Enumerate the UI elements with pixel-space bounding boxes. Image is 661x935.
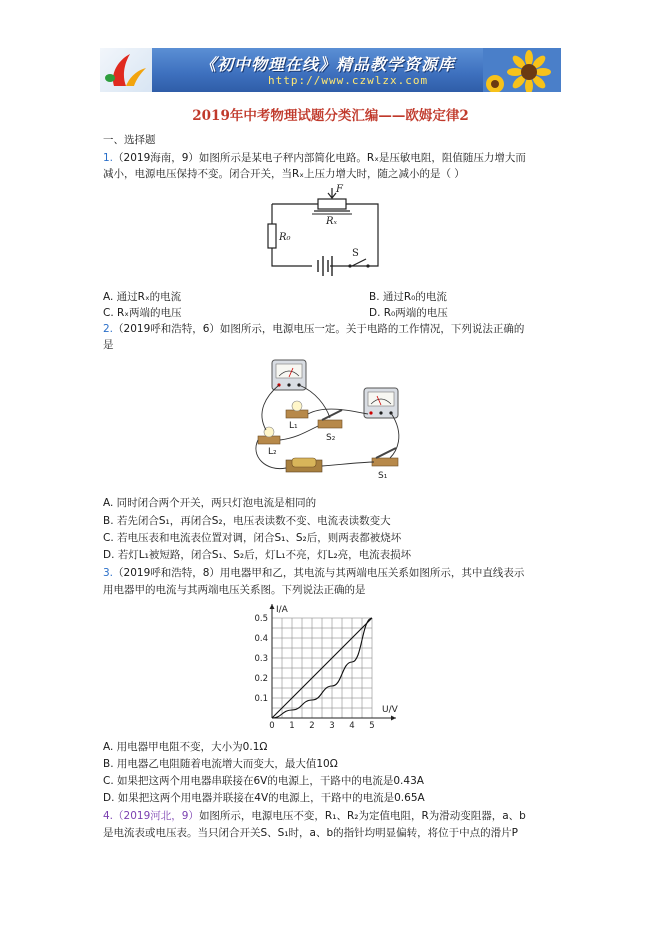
banner-url: http://www.czwlzx.com [268,74,429,87]
question-3-line-1 [103,566,524,580]
section-heading: 一、选择题 [103,134,156,146]
question-3-number: 3. [103,567,114,579]
question-1-line-1 [103,151,526,165]
q2-label-l1: L₁ [289,421,298,431]
sunflower-image [483,48,561,92]
y-axis-label: I/A [276,605,288,615]
q2-label-s2: S₂ [326,433,336,443]
question-2-number: 2. [103,323,114,335]
question-3-line-2: 用电器甲的电流与其两端电压关系图。下列说法正确的是 [103,584,366,596]
question-4-line-2: 是电流表或电压表。当只闭合开关S、S₁时，a、b的指针均明显偏转，将位于中点的滑片P [103,827,518,839]
x-tick-label: 2 [309,721,315,731]
header-banner [100,48,561,92]
battery-icon [286,458,322,472]
y-tick-label: 0.2 [254,674,268,684]
question-1-line-2: 减小，电源电压保持不变。闭合开关，当Rₓ上压力增大时，随之减小的是（ ） [103,168,465,180]
x-tick-label: 0 [269,721,275,731]
document-title: 2019年中考物理试题分类汇编——欧姆定律2 [192,108,469,124]
y-tick-label: 0.1 [254,694,268,704]
switch-s1-icon [372,448,398,466]
q1-label-rx: Rₓ [326,216,338,227]
question-4-line-1 [103,809,526,823]
q1-option-a: A. 通过Rₓ的电流 [103,291,182,303]
q3-option-d: D. 如果把这两个用电器并联接在4V的电源上，干路中的电流是0.65A [103,792,425,804]
x-axis-arrow [391,716,396,721]
question-2-line-1 [103,322,524,336]
q1-label-r0: R₀ [279,232,291,243]
q2-circuit-photo [246,356,412,488]
q1-option-d: D. R₀两端的电压 [369,307,448,319]
iv-chart [250,600,410,732]
question-3-text-1: （2019呼和浩特，8）用电器甲和乙，其电流与其两端电压关系如图所示，其中直线表示 [113,567,525,579]
y-axis-arrow [270,604,275,609]
question-1-number: 1. [103,152,114,164]
x-tick-label: 4 [349,721,355,731]
q2-option-c: C. 若电压表和电流表位置对调，闭合S₁、S₂后，则两表都被烧坏 [103,532,402,544]
q3-option-b: B. 用电器乙电阻随着电流增大而变大，最大值10Ω [103,758,338,770]
y-tick-label: 0.5 [254,614,268,624]
question-1-text-1: （2019海南，9）如图所示是某电子秤内部简化电路。Rₓ是压敏电阻，阻值随压力增大而 [113,152,526,164]
q1-label-force: F [336,184,343,195]
question-2-line-2: 是 [103,339,114,351]
q2-label-l2: L₂ [268,447,277,457]
bulb-l2-icon [258,427,280,444]
question-2-text-1: （2019呼和浩特，6）如图所示，电源电压一定。关于电路的工作情况，下列说法正确的 [113,323,525,335]
q2-option-a: A. 同时闭合两个开关，两只灯泡电流是相同的 [103,497,317,509]
y-tick-label: 0.4 [254,634,268,644]
y-tick-label: 0.3 [254,654,268,664]
question-4-source: （2019河北，9） [113,810,199,822]
q3-option-c: C. 如果把这两个用电器串联接在6V的电源上，干路中的电流是0.43A [103,775,424,787]
q2-label-s1: S₁ [378,471,388,481]
x-tick-label: 5 [369,721,375,731]
x-tick-label: 1 [289,721,295,731]
q1-circuit-diagram [266,184,384,276]
voltmeter-icon [364,388,398,418]
switch-s2-icon [318,410,342,428]
q2-option-d: D. 若灯L₁被短路，闭合S₁、S₂后，灯L₁不亮，灯L₂亮，电流表损坏 [103,549,412,561]
x-axis-label: U/V [382,705,398,715]
x-tick-label: 3 [329,721,335,731]
q1-option-b: B. 通过R₀的电流 [369,291,447,303]
question-4-number: 4. [103,810,114,822]
q2-option-b: B. 若先闭合S₁，再闭合S₂，电压表读数不变、电流表读数变大 [103,515,391,527]
q3-option-a: A. 用电器甲电阻不变，大小为0.1Ω [103,741,268,753]
q1-option-c: C. Rₓ两端的电压 [103,307,182,319]
banner-title: 《初中物理在线》精品教学资源库 [200,55,456,74]
bulb-l1-icon [286,401,308,418]
q1-label-switch: S [352,248,359,259]
site-logo [100,48,152,92]
question-4-text-1: 如图所示，电源电压不变，R₁、R₂为定值电阻，R为滑动变阻器，a、b [198,810,526,822]
